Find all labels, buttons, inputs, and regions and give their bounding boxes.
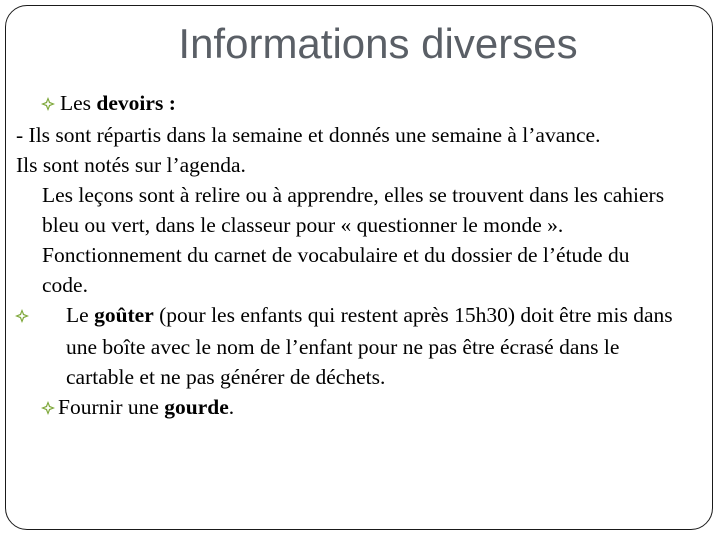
diamond-bullet-icon	[40, 394, 56, 424]
dash-marker	[16, 240, 42, 270]
carnet-text: Fonctionnement du carnet de vocabulaire et du dossier de l’étude du code.	[42, 243, 630, 297]
gouter-bold: goûter	[94, 303, 154, 327]
dash-item-lecons	[16, 180, 682, 240]
slide-body	[16, 88, 680, 424]
devoirs-prefix: Les	[60, 91, 97, 115]
gouter-prefix: Le	[66, 303, 95, 327]
devoirs-bold: devoirs	[96, 91, 164, 115]
devoirs-suffix: :	[163, 91, 176, 115]
bullet-gouter	[40, 300, 688, 392]
gourde-suffix: .	[228, 395, 235, 419]
devoirs-detail: - Ils sont répartis dans la semaine et donnés une semaine à l’avance. Ils sont notés sur l’agenda.	[16, 123, 601, 177]
dash-item-carnet	[16, 240, 662, 300]
slide-title: Informations diverses	[178, 20, 578, 67]
bullet-devoirs	[40, 88, 680, 120]
dash-marker	[16, 180, 42, 210]
gourde-prefix: Fournir une	[58, 395, 165, 419]
gourde-bold: gourde	[164, 395, 229, 419]
bullet-gourde	[40, 392, 680, 424]
gouter-suffix: (pour les enfants qui restent après 15h30) doit être mis dans une boîte avec le nom de l’enfant pour ne pas être écrasé dans le cartable et ne pas générer de déchets.	[66, 303, 673, 389]
diamond-bullet-icon	[40, 302, 56, 332]
diamond-bullet-icon	[40, 90, 56, 120]
lecons-text: Les leçons sont à relire ou à apprendre, elles se trouvent dans les cahiers bleu ou vert, dans le classeur pour « questionner le monde ».	[42, 183, 665, 237]
